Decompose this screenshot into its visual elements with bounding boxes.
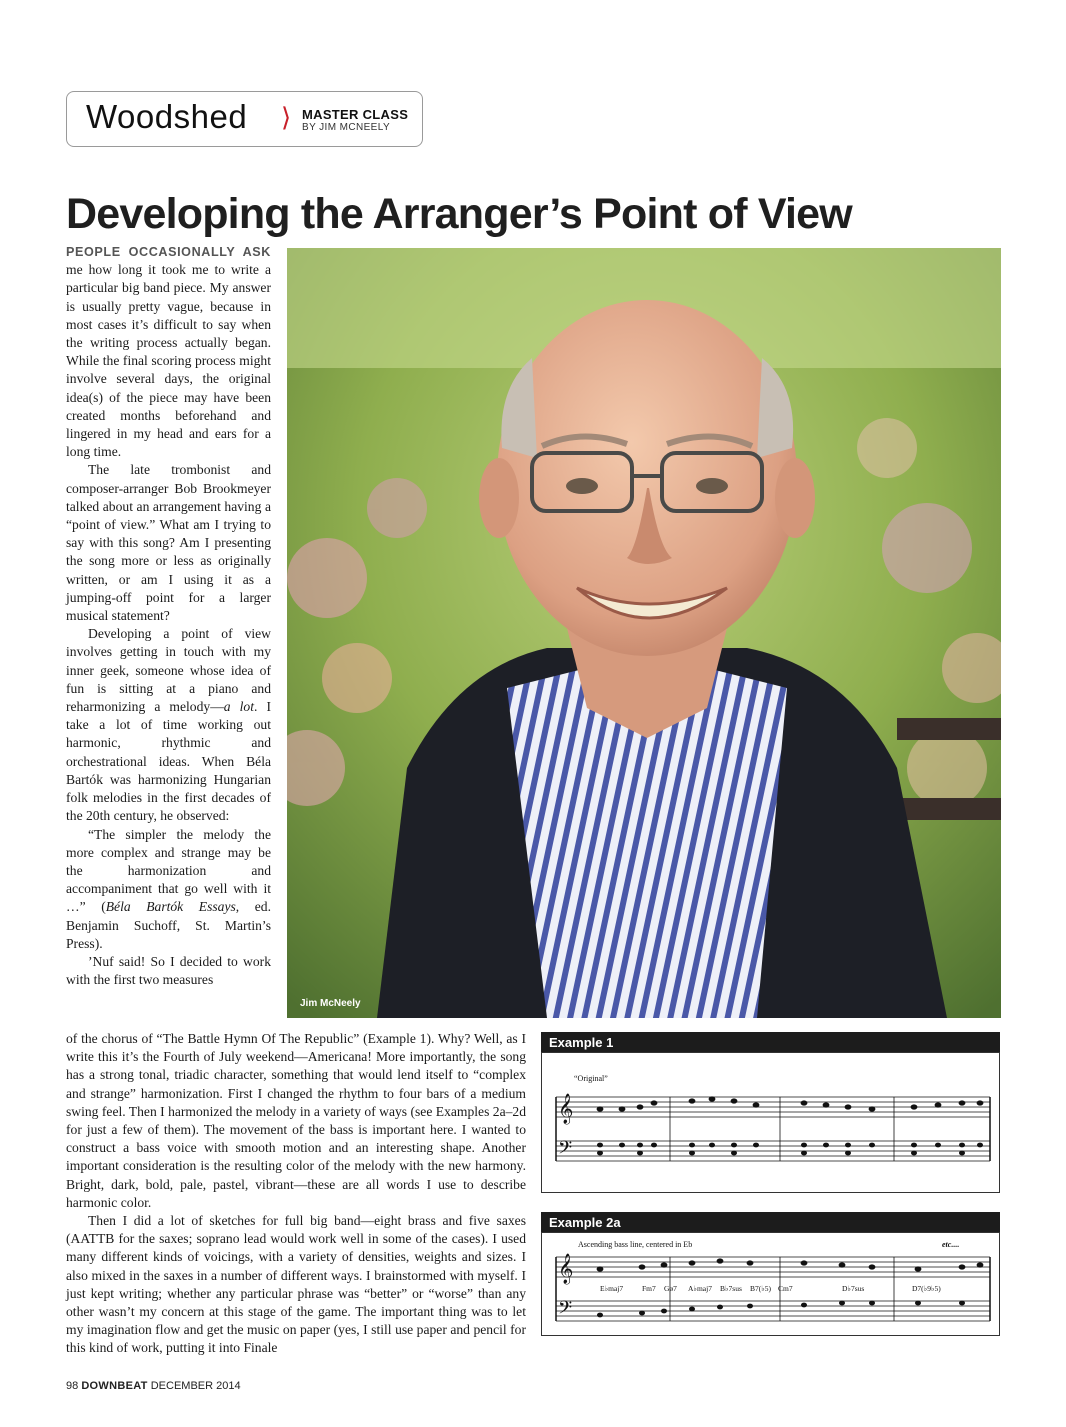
svg-text:Cm7: Cm7: [778, 1284, 793, 1293]
paragraph-2: The late trombonist and composer-arranger Bob Brookmeyer talked about an arrangement having a “point of view.” What am I trying to say with this song? Am I presenting the song more or less as originally written, or am I using it as a jumping-off point for a larger musical statement?: [66, 462, 271, 624]
portrait-photo: [287, 248, 1001, 1018]
book-title: Béla Bartók Essays: [105, 899, 236, 915]
byline: BY JIM MCNEELY: [302, 122, 391, 133]
svg-text:E♭maj7: E♭maj7: [600, 1284, 624, 1293]
svg-text:D7(♭9♭5): D7(♭9♭5): [912, 1284, 941, 1293]
paragraph-1: [66, 243, 271, 461]
paragraph-6: Then I did a lot of sketches for full big band—eight brass and five saxes (AATTB for the saxes; soprano lead would work well in some of the cases). I used many different kinds of voicings, with a variety of densities, weights and sizes. I also mixed in the saxes in a number of different ways. I brainstormed with myself. I just kept writing; whether any particular phrase was “better” or “worse” than any other wasn’t my concern at this stage of the game. The important thing was to let my imagination flow and get the music on paper (yes, I still use paper and pencil for this kind of work, putting it into Finale: [66, 1213, 526, 1356]
series-label: MASTER CLASS: [302, 107, 409, 122]
section-title: Woodshed: [86, 98, 248, 135]
page-number: 98: [66, 1380, 79, 1392]
svg-text:B♭7sus: B♭7sus: [720, 1284, 742, 1293]
example-1-annotation: “Original”: [574, 1074, 608, 1083]
lead-in: PEOPLE OCCASIONALLY ASK: [66, 245, 271, 259]
svg-text:𝄢: 𝄢: [558, 1298, 573, 1323]
portrait-illustration: [287, 248, 1001, 1018]
paragraph-4: [66, 826, 271, 953]
svg-text:Gø7: Gø7: [664, 1284, 677, 1293]
example-2a-etc: etc....: [942, 1240, 960, 1249]
article-column-narrow: [66, 243, 271, 989]
svg-text:B7(♭5): B7(♭5): [750, 1284, 772, 1293]
svg-text:Fm7: Fm7: [642, 1284, 656, 1293]
page-footer: [66, 1380, 241, 1392]
music-notation-example-1: [542, 1053, 999, 1192]
svg-text:A♭maj7: A♭maj7: [688, 1284, 712, 1293]
example-2a-header: Example 2a: [541, 1212, 1000, 1232]
paragraph-3-emphasis: a lot: [223, 699, 255, 715]
paragraph-5-continued: of the chorus of “The Battle Hymn Of The Republic” (Example 1). Why? Well, as I write this it’s the Fourth of July weekend—Americana! More importantly, the song has a strong tonal, triadic character, something that would lend itself to “complex and strange” harmonization. First I changed the rhythm to four bars of a medium swing feel. Then I harmonized the melody in a variety of ways (see Examples 2a–2d for just a few of them). The movement of the bass is important here. I wanted to construct a bass voice with smooth motion and an interesting shape. Another important consideration is the resulting color of the melody with the new harmony. Bright, dark, bold, pale, pastel, vibrant—these are all words I use to describe harmonic color.: [66, 1031, 526, 1210]
music-notation-example-2a: [542, 1233, 999, 1335]
example-2a-annotation: Ascending bass line, centered in Eb: [578, 1240, 693, 1249]
magazine-name: DOWNBEAT: [81, 1380, 148, 1392]
example-1-header: Example 1: [541, 1032, 1000, 1052]
example-1-score: [541, 1052, 1000, 1193]
svg-text:𝄞: 𝄞: [558, 1254, 574, 1284]
svg-text:𝄞: 𝄞: [558, 1094, 574, 1124]
svg-text:D♭7sus: D♭7sus: [842, 1284, 865, 1293]
page-title: Developing the Arranger’s Point of View: [66, 190, 852, 238]
paragraph-1-text: me how long it took me to write a particular big band piece. My answer is usually pretty vague, because in most cases it’s difficult to say when the writing process actually began. While the final scoring process might involve several days, the original idea(s) of the piece may have been created months beforehand and lingered in my head and ears for a long time.: [66, 262, 271, 460]
chevron-right-icon: ⟩: [281, 103, 292, 133]
paragraph-3-text-b: . I take a lot of time working out harmonic, rhythmic and orchestrational ideas. When Béla Bartók was harmonizing Hungarian folk melodies in the first decades of the 20th century, he observed:: [66, 699, 272, 824]
paragraph-5: ’Nuf said! So I decided to work with the first two measures: [66, 953, 271, 988]
svg-text:𝄢: 𝄢: [558, 1138, 573, 1163]
article-column-wide: [66, 1030, 526, 1358]
paragraph-3-text-a: Developing a point of view involves getting in touch with my inner geek, someone whose idea of fun is sitting at a piano and reharmonizing a melody—: [66, 626, 271, 715]
quote-text: “The simpler the melody the more complex and strange may be the harmonization and accompaniment that go well with it …” (: [66, 826, 271, 915]
issue-date: DECEMBER 2014: [150, 1380, 241, 1392]
photo-caption: Jim McNeely: [300, 998, 361, 1009]
paragraph-3: [66, 625, 271, 825]
example-2a-score: [541, 1232, 1000, 1336]
citation-text: , ed. Benjamin Suchoff, St. Martin’s Press).: [66, 899, 271, 951]
